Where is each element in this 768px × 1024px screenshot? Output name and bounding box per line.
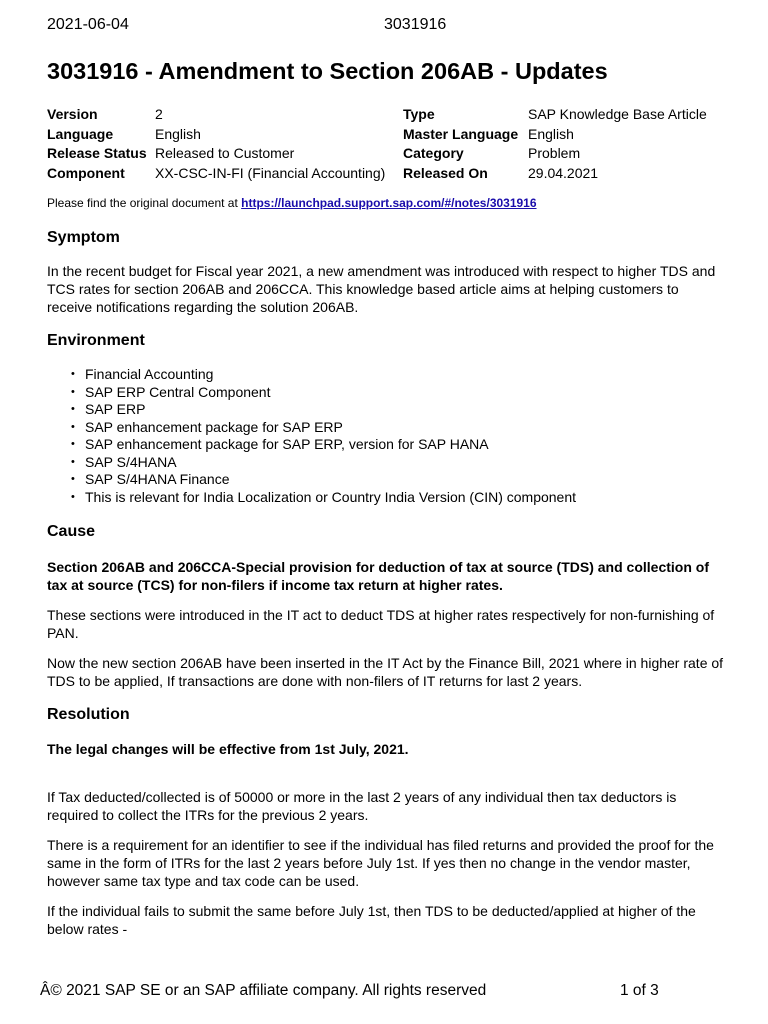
original-document-line	[47, 196, 537, 210]
meta-key: Type	[403, 106, 435, 122]
meta-key: Category	[403, 145, 464, 161]
meta-key: Master Language	[403, 125, 519, 142]
symptom-heading: Symptom	[47, 229, 120, 246]
page-header	[47, 16, 708, 36]
list-item: • SAP ERP Central Component	[85, 384, 727, 402]
resolution-paragraph: If Tax deducted/collected is of 50000 or more in the last 2 years of any individual then tax deductors is required to collect the ITRs for the previous 2 years.	[47, 789, 677, 823]
list-item: • Financial Accounting	[85, 366, 727, 384]
header-note-number: 3031916	[384, 16, 447, 33]
meta-key: Component	[47, 164, 125, 181]
resolution-paragraph: There is a requirement for an identifier to see if the individual has filed returns and provided the proof for the same in the form of ITRs for the last 2 years before July 1st. If yes then no change in the vendor master, however same tax type and tax code can be used.	[47, 837, 714, 889]
list-item: • SAP S/4HANA Finance	[85, 471, 727, 489]
list-item: • This is relevant for India Localization or Country India Version (CIN) component	[85, 489, 727, 507]
environment-list	[47, 366, 727, 506]
page-number: 1 of 3	[620, 982, 659, 999]
environment-heading: Environment	[47, 332, 145, 349]
table-row	[47, 126, 727, 146]
meta-value: Problem	[528, 145, 581, 161]
table-row	[47, 145, 727, 165]
list-item: • SAP ERP	[85, 401, 727, 419]
list-item: • SAP S/4HANA	[85, 454, 727, 472]
table-row	[47, 106, 727, 126]
resolution-heading: Resolution	[47, 706, 130, 723]
list-item: • SAP enhancement package for SAP ERP, version for SAP HANA	[85, 436, 727, 454]
resolution-bold-text: The legal changes will be effective from 1st July, 2021.	[47, 741, 409, 757]
copyright-text: Â© 2021 SAP SE or an SAP affiliate company. All rights reserved	[40, 982, 487, 999]
cause-paragraph: Now the new section 206AB have been inserted in the IT Act by the Finance Bill, 2021 where in higher rate of TDS to be applied, If transactions are done with non-filers of IT returns for last 2 years.	[47, 655, 724, 689]
resolution-section	[47, 706, 727, 938]
meta-key: Language	[47, 125, 114, 142]
original-document-link[interactable]: https://launchpad.support.sap.com/#/notes/3031916	[241, 196, 537, 210]
cause-paragraph: These sections were introduced in the IT act to deduct TDS at higher rates respectively for non-furnishing of PAN.	[47, 607, 715, 641]
meta-value: XX-CSC-IN-FI (Financial Accounting)	[155, 164, 386, 181]
resolution-paragraph: If the individual fails to submit the same before July 1st, then TDS to be deducted/applied at higher of the below rates -	[47, 903, 696, 937]
list-item: • SAP enhancement package for SAP ERP	[85, 419, 727, 437]
meta-value: English	[155, 125, 201, 142]
meta-value: English	[528, 125, 574, 142]
page-title: 3031916 - Amendment to Section 206AB - Updates	[47, 58, 608, 84]
meta-value: Released to Customer	[155, 145, 295, 161]
cause-heading: Cause	[47, 523, 96, 540]
original-document-text: Please find the original document at	[47, 196, 242, 210]
symptom-section	[47, 229, 727, 316]
cause-bold-text: Section 206AB and 206CCA-Special provision for deduction of tax at source (TDS) and collection of tax at source (TCS) for non-filers if income tax return at higher rates.	[47, 559, 709, 593]
metadata-table	[47, 106, 727, 184]
header-date: 2021-06-04	[47, 16, 129, 33]
meta-key: Version	[47, 106, 98, 122]
symptom-text: In the recent budget for Fiscal year 2021, a new amendment was introduced with respect to higher TDS and TCS rates for section 206AB and 206CCA. This knowledge based article aims at helping customers to receive notifications regarding the solution 206AB.	[47, 263, 716, 315]
meta-value: 2	[155, 106, 163, 122]
table-row	[47, 165, 727, 185]
environment-section	[47, 332, 727, 506]
meta-value: SAP Knowledge Base Article	[528, 106, 707, 122]
meta-key: Release Status	[47, 145, 147, 161]
cause-section	[47, 523, 727, 690]
meta-value: 29.04.2021	[528, 164, 599, 181]
meta-key: Released On	[403, 164, 488, 181]
